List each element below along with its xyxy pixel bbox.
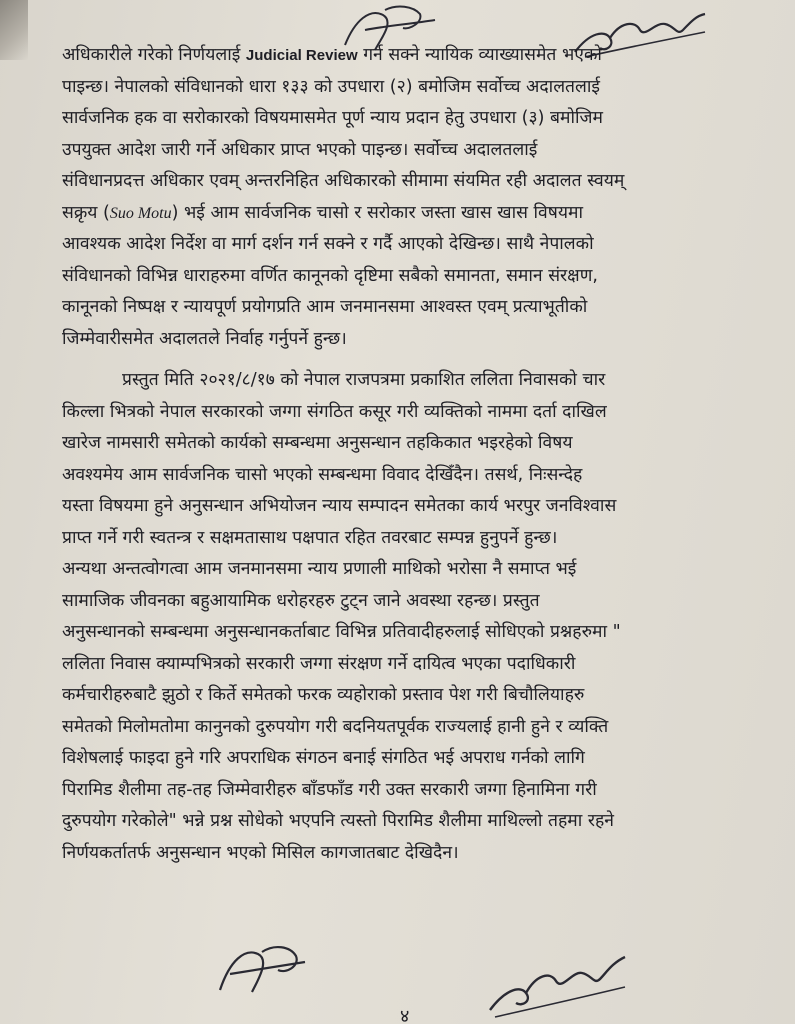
text-line: सार्वजनिक हक वा सरोकारको विषयमासमेत पूर्ण न्याय प्रदान हेतु उपधारा (३) बमोजिम	[62, 108, 603, 128]
latin-term: Suo Motu	[109, 204, 172, 222]
text-line: विशेषलाई फाइदा हुने गरि अपराधिक संगठन बनाई संगठित भई अपराध गर्नको लागि	[62, 748, 585, 768]
text-line: उपयुक्त आदेश जारी गर्ने अधिकार प्राप्त भएको पाइन्छ। सर्वोच्च अदालतलाई	[62, 139, 538, 160]
text-line: संविधानको विभिन्न धाराहरुमा वर्णित कानूनको दृष्टिमा सबैको समानता, समान संरक्षण,	[62, 265, 598, 286]
text-line: अवश्यमेय आम सार्वजनिक चासो भएको सम्बन्धमा विवाद देखिँदैन। तसर्थ, निःसन्देह	[62, 464, 583, 485]
text-line: ललिता निवास क्याम्पभित्रको सरकारी जग्गा संरक्षण गर्ने दायित्व भएका पदाधिकारी	[62, 653, 576, 674]
text-segment: गर्न सक्ने न्यायिक व्याख्यासमेत भएको	[357, 45, 602, 65]
text-line: किल्ला भित्रको नेपाल सरकारको जग्गा संगठित कसूर गरी व्यक्तिको नाममा दर्ता दाखिल	[62, 401, 607, 422]
page-number: ४	[400, 1006, 410, 1024]
text-line: संविधानप्रदत्त अधिकार एवम् अन्तरनिहित अधिकारको सीमामा संयमित रही अदालत स्वयम्	[62, 171, 625, 191]
text-line: कानूनको निष्पक्ष र न्यायपूर्ण प्रयोगप्रति आम जनमानसमा आश्वस्त एवम् प्रत्याभूतीको	[62, 297, 588, 317]
signature-bottom-left	[200, 930, 310, 1010]
page-corner-shadow	[0, 0, 28, 60]
document-body	[62, 40, 762, 869]
text-line: पाइन्छ। नेपालको संविधानको धारा १३३ को उपधारा (२) बमोजिम सर्वोच्च अदालतलाई	[62, 76, 601, 97]
text-line: समेतको मिलोमतोमा कानुनको दुरुपयोग गरी बदनियतपूर्वक राज्यलाई हानी हुने र व्यक्ति	[62, 716, 609, 737]
text-line: निर्णयकर्तातर्फ अनुसन्धान भएको मिसिल कागजातबाट देखिदैन।	[62, 842, 459, 863]
text-line: अनुसन्धानको सम्बन्धमा अनुसन्धानकर्ताबाट विभिन्न प्रतिवादीहरुलाई सोधिएको प्रश्नहरुमा "	[62, 622, 621, 642]
latin-term: Judicial Review	[245, 47, 358, 64]
text-line	[62, 198, 762, 230]
text-segment: सक्रृय (	[62, 202, 110, 223]
text-line: कर्मचारीहरुबाटै झुठो र किर्ते समेतको फरक व्यहोराको प्रस्ताव पेश गरी बिचौलियाहरु	[62, 685, 585, 705]
signature-bottom-right	[480, 935, 630, 1020]
text-line: अन्यथा अन्तत्वोगत्वा आम जनमानसमा न्याय प्रणाली माथिको भरोसा नै समाप्त भई	[62, 559, 577, 579]
text-line: दुरुपयोग गरेकोले" भन्ने प्रश्न सोधेको भएपनि त्यस्तो पिरामिड शैलीमा माथिल्लो तहमा रहने	[62, 811, 614, 831]
text-line: प्रस्तुत मिति २०२१/८/१७ को नेपाल राजपत्रमा प्रकाशित ललिता निवासको चार	[122, 370, 606, 390]
text-line: यस्ता विषयमा हुने अनुसन्धान अभियोजन न्याय सम्पादन समेतका कार्य भरपुर जनविश्वास	[62, 496, 617, 516]
paragraph-2	[62, 365, 762, 869]
text-line: प्राप्त गर्ने गरी स्वतन्त्र र सक्षमतासाथ पक्षपात रहित तवरबाट सम्पन्न हुनुपर्ने हुन्छ।	[62, 527, 558, 548]
text-line: जिम्मेवारीसमेत अदालतले निर्वाह गर्नुपर्ने हुन्छ।	[62, 328, 347, 349]
text-segment: अधिकारीले गरेको निर्णयलाई	[62, 45, 246, 65]
text-line: सामाजिक जीवनका बहुआयामिक धरोहरहरु टुट्न जाने अवस्था रहन्छ। प्रस्तुत	[62, 590, 540, 611]
text-line	[62, 40, 762, 72]
text-line: खारेज नामसारी समेतको कार्यको सम्बन्धमा अनुसन्धान तहकिकात भइरहेको विषय	[62, 433, 573, 453]
text-line: आवश्यक आदेश निर्देश वा मार्ग दर्शन गर्न सक्ने र गर्दै आएको देखिन्छ। साथै नेपालको	[62, 234, 594, 254]
text-segment: ) भई आम सार्वजनिक चासो र सरोकार जस्ता खास खास विषयमा	[171, 202, 584, 223]
text-line: पिरामिड शैलीमा तह-तह जिम्मेवारीहरु बाँडफाँड गरी उक्त सरकारी जग्गा हिनामिना गरी	[62, 779, 597, 800]
paragraph-1	[62, 40, 762, 355]
